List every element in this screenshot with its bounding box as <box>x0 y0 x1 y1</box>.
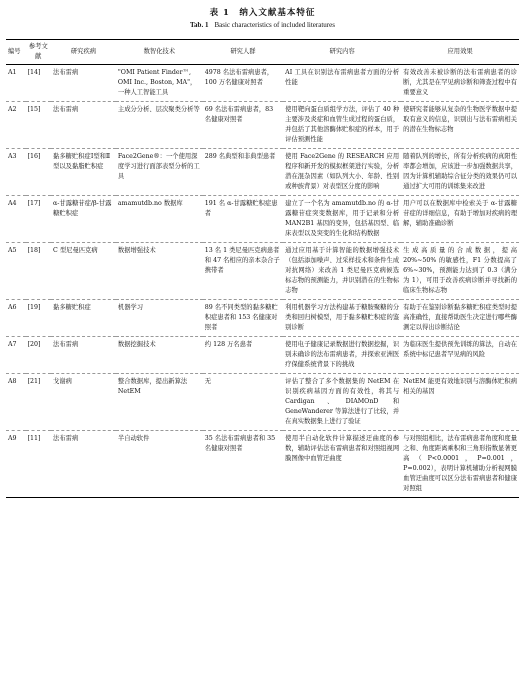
cell-content: 评估了整合了多个数据集的 NetEM 在识别疾病基因方面的有效性，将其与 Cardigan、DIAMOnD 和 GeneWanderer 等算法进行了比较，并在真实数据集上进行了验证 <box>285 378 400 425</box>
cell-id: A7 <box>8 341 17 348</box>
cell-disease: 法布雷病 <box>53 435 79 442</box>
cell-population: 35 名法布雷病患者和 35 名健康对照者 <box>204 435 276 452</box>
cell-ref: [20] <box>27 341 41 348</box>
cell-effect: 有助于在鉴别诊断黏多糖贮积症类型时提高准确性，直接帮助医生决定进行哪些酶测定以得出诊断结论 <box>403 304 517 331</box>
cell-tech: 机器学习 <box>117 304 144 311</box>
cell-tech: Face2Gene®：一个使用深度学习进行面部表型分析的工具 <box>117 153 200 180</box>
cell-content: AI 工具在识别法布雷病患者方面的分析性能 <box>285 69 400 86</box>
cell-content: 使用半自动化软件计算描述迂曲度的参数，辅助评估法布雷病患者和对照组视网膜图像中血管迂曲度 <box>285 435 400 462</box>
header-content: 研究内容 <box>329 48 355 55</box>
table-header-row <box>6 40 519 65</box>
cell-population: 约 128 万名患者 <box>204 341 253 348</box>
cell-ref: [17] <box>27 200 41 207</box>
cell-effect: 为临床医生提供预先训练的算法，自动在系统中标记患者罕见病的风险 <box>403 341 517 358</box>
header-effect: 应用效果 <box>447 48 473 55</box>
cell-population: 191 名 α-甘露糖贮积症患者 <box>204 200 278 217</box>
cell-tech: 主成分分析、层次聚类分析等 <box>117 106 200 113</box>
cell-id: A6 <box>8 304 17 311</box>
cell-ref: [15] <box>27 106 41 113</box>
cell-content: 使用靶向蛋白质组学方法，评估了 40 种主要涉及炎症和血管生成过程的蛋白质，并包括了其他溶酶体贮积症的样本，用于评估预测性能 <box>285 106 400 143</box>
cell-ref: [14] <box>27 69 41 76</box>
table-row <box>6 374 519 431</box>
cell-disease: C 型尼曼匹克病 <box>53 247 98 254</box>
cell-content: 使用电子健康记录数据进行数据挖掘，识别未确诊的法布雷病患者，并探索亚洲医疗保健系统背景下的挑战 <box>285 341 400 368</box>
cell-id: A3 <box>8 153 17 160</box>
cell-tech: amamutdb.no 数据库 <box>117 200 183 207</box>
cell-effect: 随着队列的增长，所有分析疾病的真阳性率都会增加，应该进一步加强数据共享，因为计算机辅助综合征分类的效果仍可以通过扩大可用的训练集来改进 <box>403 153 517 190</box>
header-ref: 参考文献 <box>28 43 48 60</box>
cell-population: 4978 名法布雷病患者，100 万名健康对照者 <box>204 69 274 86</box>
cell-tech: 整合数据库，提出新算法 NetEM <box>117 378 188 395</box>
table-row <box>6 431 519 498</box>
table-label-en: Tab. 1 <box>190 21 209 29</box>
table-row <box>6 65 519 102</box>
cell-disease: 法布雷病 <box>53 341 79 348</box>
table-row <box>6 337 519 374</box>
header-disease: 研究疾病 <box>70 48 97 55</box>
cell-disease: 黏多糖贮积症 <box>53 304 91 311</box>
cell-id: A2 <box>8 106 17 113</box>
table-row <box>6 102 519 149</box>
cell-ref: [16] <box>27 153 41 160</box>
cell-id: A1 <box>8 69 17 76</box>
cell-id: A9 <box>8 435 17 442</box>
table-caption-en: Basic characteristics of included literatures <box>214 21 335 29</box>
cell-content: 通过应用基于计算智能的数据增强技术（包括添加噪声、过采样技术和条件生成对抗网络）来改善 1 类尼曼匹克病候选标志物的预测能力，并识别潜在的生物标志物 <box>285 247 400 294</box>
cell-content: 利用机器学习方法构建基于糖胺聚糖的分类和回归树模型，用于黏多糖贮积症的鉴别诊断 <box>285 304 400 331</box>
cell-ref: [11] <box>27 435 41 442</box>
cell-disease: 法布雷病 <box>53 69 79 76</box>
cell-population: 69 名法布雷病患者，83 名健康对照者 <box>204 106 274 123</box>
cell-ref: [19] <box>27 304 41 311</box>
cell-disease: 法布雷病 <box>53 106 79 113</box>
table-row <box>6 300 519 337</box>
cell-tech: 数据增强技术 <box>117 247 156 254</box>
cell-effect: 用户可以在数据库中检索关于 α-甘露糖苷症的详细信息，有助于增加对疾病的理解，辅助准确诊断 <box>403 200 517 227</box>
cell-effect: 使研究者能够从复杂的生物医学数据中提取有意义的信息，识别出与法布雷病相关的潜在生物标志物 <box>403 106 517 133</box>
cell-disease: α-甘露糖苷症/β-甘露糖贮积症 <box>53 200 112 217</box>
cell-effect: NetEM 能更有效地识别与溶酶体贮积病相关的基因 <box>403 378 517 395</box>
cell-content: 建立了一个名为 amamutdb.no 的 α-甘露糖苷症突变数据库，用于记录和分析 MAN2B1 基因的变异，包括基因型、临床表型以及突变的生化和结构数据 <box>285 200 400 237</box>
document-page <box>0 6 525 700</box>
cell-population: 89 名不同类型的黏多糖贮积症患者和 153 名健康对照者 <box>204 304 278 331</box>
cell-tech: 数据挖掘技术 <box>117 341 156 348</box>
cell-disease: 黏多糖贮积症Ⅰ型和Ⅱ型以及黏脂贮积症 <box>53 153 111 170</box>
cell-ref: [21] <box>27 378 41 385</box>
cell-disease: 戈谢病 <box>53 378 72 385</box>
cell-population: 13 名 1 类尼曼匹克病患者和 47 名相应的亲本杂合子携带者 <box>204 247 280 274</box>
cell-id: A8 <box>8 378 17 385</box>
table-title-en <box>0 21 525 29</box>
literature-table <box>6 39 519 498</box>
cell-ref: [18] <box>27 247 41 254</box>
table-title-cn: 表 1 纳入文献基本特征 <box>209 8 316 18</box>
cell-content: 使用 Face2Gene 的 RESEARCH 应用程序和新开发的模拟框架进行实验，分析潜在混杂因素（如队列大小、年龄、性别或种族背景）对表型区分度的影响 <box>285 153 400 190</box>
cell-population: 无 <box>204 378 212 385</box>
header-id: 编号 <box>8 48 21 55</box>
cell-effect: 与对照组相比，法布雷病患者角度和度量之和、角度距离乘积和三角形指数显著更高（P<0.0001，P=0.001，P=0.002），表明计算机辅助分析视网膜血管迂曲度可以区分法布雷病患者和健康对照组 <box>403 435 517 492</box>
cell-id: A5 <box>8 247 17 254</box>
cell-effect: 有效改善未被诊断的法布雷病患者的诊断，尤其是在罕见病诊断和筛查过程中有重要意义 <box>403 69 517 96</box>
table-row <box>6 149 519 196</box>
cell-tech: "OMI Patient Finder™, OMI Inc., Boston, MA"，一种人工智能工具 <box>117 69 197 96</box>
cell-id: A4 <box>8 200 17 207</box>
cell-population: 289 名典型和非典型患者 <box>204 153 276 160</box>
header-population: 研究人群 <box>230 48 256 55</box>
header-tech: 数智化技术 <box>143 48 176 55</box>
table-row <box>6 243 519 300</box>
cell-effect: 生成高质量的合成数据，提高 20%~50% 的敏感性，F1 分数提高了 6%~30%，预测能力达到了 0.3（满分为 1），可用于改善疾病诊断并寻找新的临床生物标志物 <box>403 247 517 294</box>
table-row <box>6 196 519 243</box>
cell-tech: 半自动软件 <box>117 435 150 442</box>
